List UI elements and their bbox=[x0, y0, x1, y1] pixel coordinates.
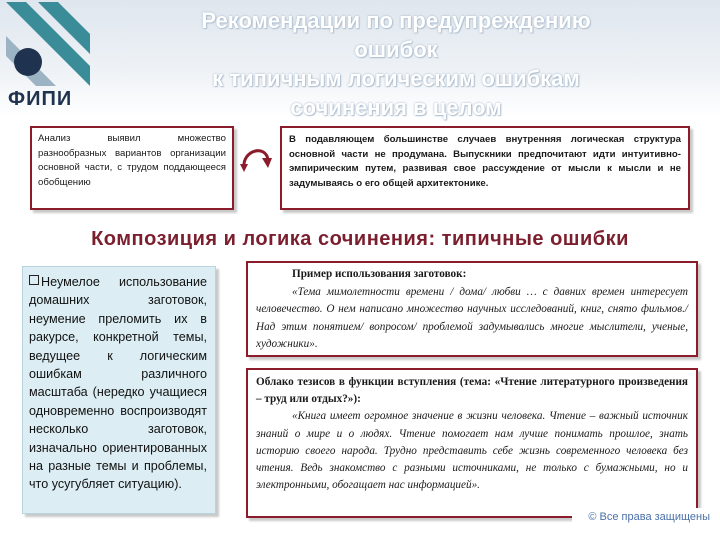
analysis-box: Анализ выявил множество разнообразных вариантов организации основной части, с трудом поддающееся обобщению bbox=[30, 126, 234, 210]
example-box bbox=[246, 261, 698, 357]
title-line: сочинения в целом bbox=[290, 95, 502, 120]
title-line: ошибок bbox=[354, 37, 438, 62]
title-line: Рекомендации по предупреждению bbox=[201, 8, 591, 33]
cloud-body: «Книга имеет огромное значение в жизни человека. Чтение – важный источник знаний о мире и о людях. Чтение помогает нам лучше понимать прошлое, знать историю своего народа. Трудно представить себе жизнь современного человека без чтения. Ведь знакомство с разными источниками, не только с бумажными, но и электронными, обогащает нас информацией». bbox=[256, 410, 688, 492]
panel-text: Неумелое использование домашних заготовок, неумение преломить их в ракурсе, конкретной темы, ведущее к логическим ошибкам различного масштаба (нередко учащиеся одновременно воспроизводят несколько заготовок, изначально ориентированных на разные темы и проблемы, что усугубляет ситуацию). bbox=[29, 275, 207, 492]
section-title: Композиция и логика сочинения: типичные ошибки bbox=[91, 228, 629, 250]
header-band bbox=[0, 0, 720, 118]
homework-panel bbox=[22, 266, 216, 514]
structure-box: В подавляющем большинстве случаев внутренняя логическая структура основной части не продумана. Выпускники предпочитают идти интуитивно-эмпирическим путем, развивая свое рассуждение от мысли к мысли и не задумываясь о его общей архитектонике. bbox=[280, 126, 690, 210]
copyright-notice: © Все права защищены bbox=[572, 508, 712, 526]
checkbox-bullet-icon bbox=[29, 275, 39, 285]
example-body: «Тема мимолетности времени / дома/ любви … с давних времен интересует человечество. О нем написано множество научных исследований, книг, снято фильмов./ Над этим понятием/ вопросом/ проблемой задумывались многие мыслители, ученые, художники». bbox=[256, 285, 688, 351]
logo-text: ФИПИ bbox=[8, 88, 73, 110]
example-heading: Пример использования заготовок: bbox=[292, 268, 467, 280]
cloud-heading: Облако тезисов в функции вступления (тема: «Чтение литературного произведения – труд или отдых?»): bbox=[256, 376, 688, 406]
title-line: к типичным логическим ошибкам bbox=[212, 66, 580, 91]
page-title bbox=[96, 6, 696, 122]
curved-arrow-icon bbox=[236, 138, 276, 178]
thesis-cloud-box bbox=[246, 368, 698, 518]
